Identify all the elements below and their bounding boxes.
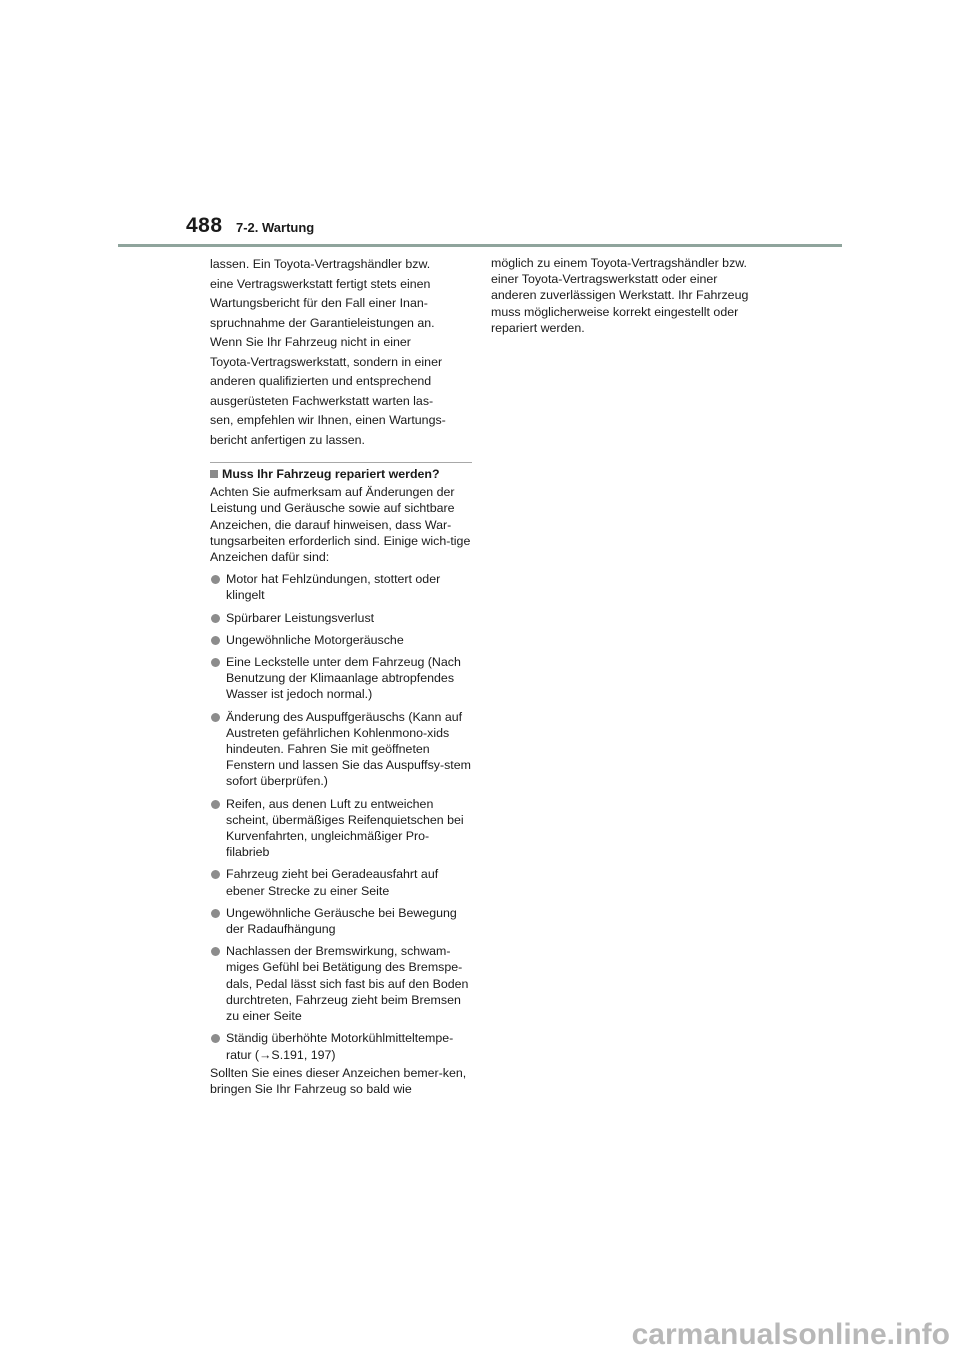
intro-line: spruchnahme der Garantieleistungen an. xyxy=(210,315,435,330)
list-item-text: Ungewöhnliche Geräusche bei Bewegung der Radaufhängung xyxy=(226,905,457,937)
right-paragraph: möglich zu einem Toyota-Vertragshändler bzw. einer Toyota-Vertragswerkstatt oder einer anderen zuverlässigen Werkstatt. Ihr Fahrzeug muss möglicherweise korrekt eingestellt oder repariert werden. xyxy=(491,256,749,335)
bullet-icon xyxy=(211,800,220,809)
list-item-text: Ständig überhöhte Motorkühlmitteltempe-ratur (→S.191, 197) xyxy=(226,1031,454,1062)
square-bullet-icon xyxy=(210,470,218,478)
right-column xyxy=(491,255,753,336)
bullet-icon xyxy=(211,636,220,645)
list-item-text: Fahrzeug zieht bei Geradeausfahrt auf ebener Strecke zu einer Seite xyxy=(226,867,439,898)
list-item-text: Reifen, aus denen Luft zu entweichen scheint, übermäßiges Reifenquietschen bei Kurvenfahrten, ungleichmäßiger Pro-filabrieb xyxy=(226,796,464,860)
bullet-icon xyxy=(211,614,220,623)
symptom-list xyxy=(210,571,472,1062)
list-item-text: Spürbarer Leistungsverlust xyxy=(226,610,375,625)
intro-line: bericht anfertigen zu lassen. xyxy=(210,432,365,447)
bullet-icon xyxy=(211,947,220,956)
header-rule xyxy=(118,244,842,247)
list-item-text: Ungewöhnliche Motorgeräusche xyxy=(226,632,404,647)
list-item xyxy=(210,866,472,898)
intro-line: Wartungsbericht für den Fall einer Inan- xyxy=(210,296,428,310)
bullet-icon xyxy=(211,713,220,722)
intro-line: Toyota-Vertragswerkstatt, sondern in einer xyxy=(210,354,443,369)
page-number: 488 xyxy=(186,214,223,237)
watermark: carmanualsonline.info xyxy=(631,1318,950,1351)
subheading xyxy=(210,462,472,482)
list-item xyxy=(210,1030,472,1062)
list-item xyxy=(210,796,472,861)
left-column xyxy=(210,255,472,1103)
intro-line: ausgerüsteten Fachwerkstatt warten las- xyxy=(210,393,434,408)
subheading-text: Muss Ihr Fahrzeug repariert werden? xyxy=(222,467,440,481)
intro-line: eine Vertragswerkstatt fertigt stets einen xyxy=(210,276,431,291)
section-title: 7-2. Wartung xyxy=(236,220,315,235)
list-item xyxy=(210,709,472,790)
intro-line: anderen qualifizierten und entsprechend xyxy=(210,374,432,388)
list-item xyxy=(210,610,472,626)
bullet-icon xyxy=(211,575,220,584)
subheading-intro: Achten Sie aufmerksam auf Änderungen der Leistung und Geräusche sowie auf sichtbare Anzeichen, die darauf hinweisen, dass War-tungsarbeiten erforderlich sind. Einige wich-tige Anzeichen dafür sind: xyxy=(210,485,471,565)
bullet-icon xyxy=(211,909,220,918)
list-item xyxy=(210,571,472,603)
intro-line: Wenn Sie Ihr Fahrzeug nicht in einer xyxy=(210,335,411,349)
list-item xyxy=(210,632,472,648)
intro-line: lassen. Ein Toyota-Vertragshändler bzw. xyxy=(210,257,431,271)
bullet-icon xyxy=(211,1034,220,1043)
list-item-text: Eine Leckstelle unter dem Fahrzeug (Nach Benutzung der Klimaanlage abtropfendes Wasser ist jedoch normal.) xyxy=(226,655,461,702)
bullet-icon xyxy=(211,870,220,879)
intro-paragraph xyxy=(210,255,472,450)
list-item xyxy=(210,943,472,1024)
list-item-text: Nachlassen der Bremswirkung, schwam-miges Gefühl bei Betätigung des Bremspe-dals, Pedal lässt sich fast bis auf den Boden durchtreten, Fahrzeug zieht beim Bremsen zu einer Seite xyxy=(226,944,469,1024)
list-item xyxy=(210,905,472,937)
list-item-text: Änderung des Auspuffgeräuschs (Kann auf Austreten gefährlichen Kohlenmono-xids hindeuten. Fahren Sie mit geöffneten Fenstern und lassen Sie das Auspuffsy-stem sofort überprüfen.) xyxy=(226,709,471,789)
closing-paragraph: Sollten Sie eines dieser Anzeichen bemer-ken, bringen Sie Ihr Fahrzeug so bald wie xyxy=(210,1065,467,1096)
bullet-icon xyxy=(211,658,220,667)
list-item xyxy=(210,654,472,703)
intro-line: sen, empfehlen wir Ihnen, einen Wartungs- xyxy=(210,413,446,427)
list-item-text: Motor hat Fehlzündungen, stottert oder klingelt xyxy=(226,572,441,603)
